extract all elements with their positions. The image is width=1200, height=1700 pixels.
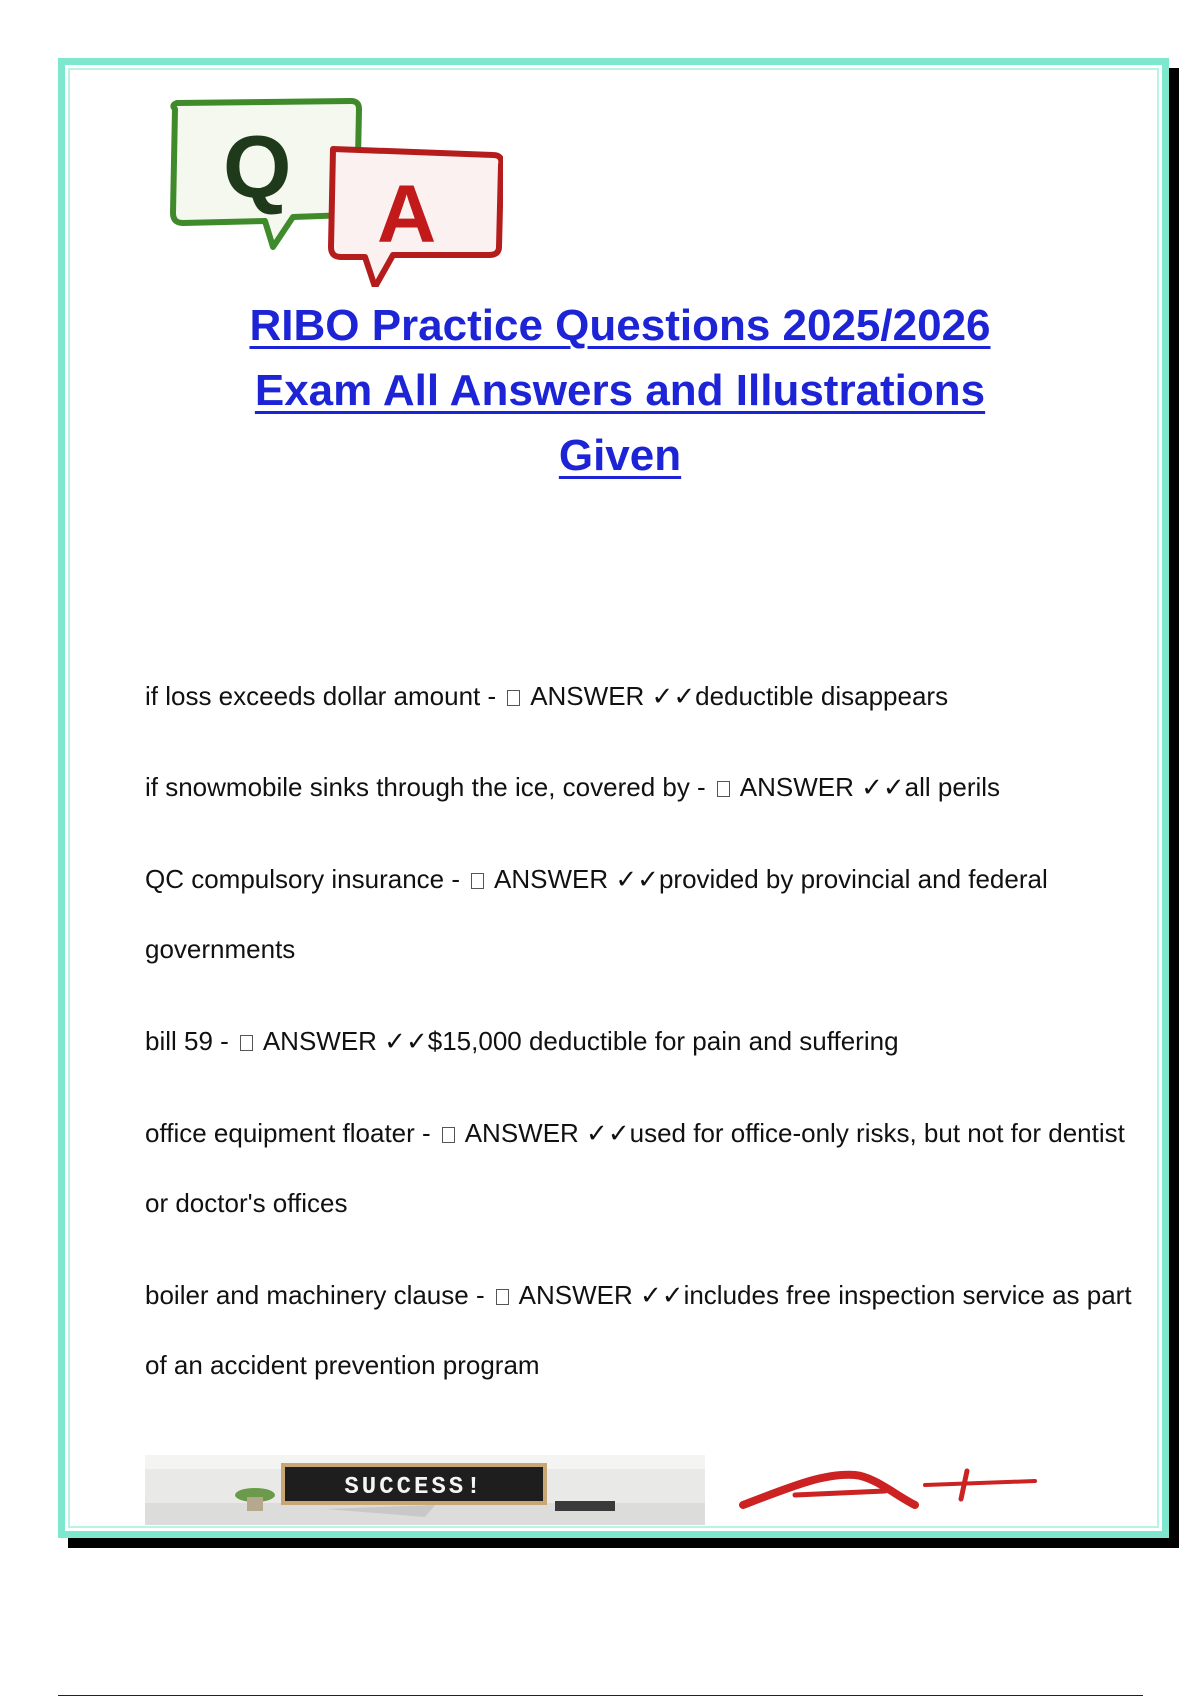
- question-text: office equipment floater -: [145, 1118, 438, 1148]
- title-line-3[interactable]: Given: [558, 431, 682, 480]
- answer-text: includes free inspection service as part of an accident prevention program: [145, 1280, 1132, 1380]
- answer-marker: ANSWER ✓✓: [464, 1118, 630, 1148]
- grade-label: A+: [735, 1465, 737, 1466]
- answer-marker: ANSWER ✓✓: [530, 681, 696, 711]
- answer-text: used for office-only risks, but not for dentist or doctor's offices: [145, 1118, 1125, 1218]
- qa-item: [145, 844, 1135, 984]
- answer-text: deductible disappears: [695, 681, 949, 711]
- grade-plus-stroke: [925, 1481, 1035, 1485]
- answer-marker: ANSWER ✓✓: [262, 1026, 428, 1056]
- missing-glyph-icon: [442, 1127, 455, 1143]
- missing-glyph-icon: [471, 873, 484, 889]
- title-line-1[interactable]: RIBO Practice Questions 2025/2026: [249, 301, 991, 350]
- question-text: QC compulsory insurance -: [145, 864, 468, 894]
- answer-text: $15,000 deductible for pain and suffering: [427, 1026, 899, 1056]
- qa-speech-bubbles-icon: [153, 97, 503, 287]
- q-letter: Q: [223, 117, 292, 216]
- question-text: if loss exceeds dollar amount -: [145, 681, 504, 711]
- success-chalkboard-image: [145, 1455, 705, 1525]
- qa-item: [145, 1006, 1135, 1076]
- answer-marker: ANSWER ✓✓: [518, 1280, 684, 1310]
- question-text: bill 59 -: [145, 1026, 237, 1056]
- question-text: boiler and machinery clause -: [145, 1280, 492, 1310]
- title-line-2[interactable]: Exam All Answers and Illustrations: [254, 366, 986, 415]
- answer-text: provided by provincial and federal governments: [145, 864, 1048, 964]
- qa-item: [145, 752, 1135, 822]
- missing-glyph-icon: [240, 1035, 253, 1051]
- a-plus-grade-icon: [735, 1465, 1055, 1525]
- answer-text: all perils: [904, 772, 1001, 802]
- qa-item: [145, 661, 1135, 731]
- missing-glyph-icon: [717, 781, 730, 797]
- footer-divider: [58, 1695, 1143, 1696]
- document-title: [125, 293, 1115, 488]
- qa-item: [145, 1260, 1135, 1400]
- missing-glyph-icon: [507, 690, 520, 706]
- question-text: if snowmobile sinks through the ice, covered by -: [145, 772, 713, 802]
- a-letter: A: [377, 169, 437, 260]
- success-text: SUCCESS!: [344, 1474, 484, 1501]
- grade-a-stroke: [743, 1475, 915, 1505]
- answer-marker: ANSWER ✓✓: [494, 864, 659, 894]
- qa-list: [145, 661, 1135, 1422]
- answer-marker: ANSWER ✓✓: [739, 772, 905, 802]
- page-frame: [58, 58, 1169, 1538]
- missing-glyph-icon: [496, 1289, 509, 1305]
- qa-item: [145, 1098, 1135, 1238]
